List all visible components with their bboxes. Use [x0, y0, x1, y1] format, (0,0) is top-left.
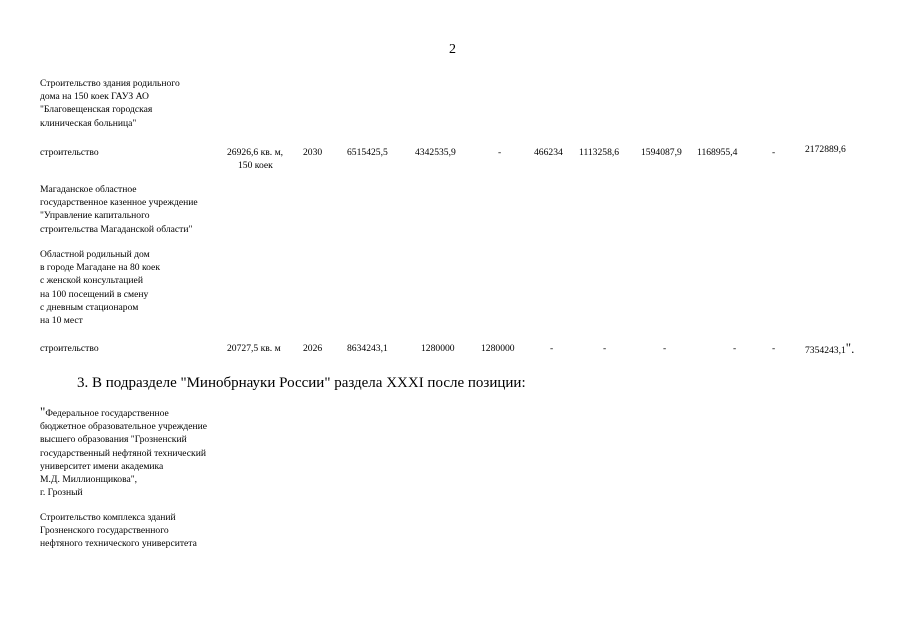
capacity-cell: 20727,5 кв. м	[227, 343, 281, 354]
text-line: "Управление капитального	[40, 210, 150, 222]
text-line: Строительство комплекса зданий	[40, 512, 176, 523]
value-cell: 4342535,9	[415, 147, 456, 158]
value-cell: -	[603, 343, 607, 354]
total-cell: 6515425,5	[347, 147, 388, 158]
text-line: Областной родильный дом	[40, 249, 150, 260]
value-cell: -	[733, 343, 737, 354]
text-line: государственный нефтяной технический	[40, 447, 206, 459]
text-line: с дневным стационаром	[40, 301, 139, 313]
text-line: М.Д. Миллионщикова",	[40, 474, 138, 486]
closing-dot: .	[851, 341, 855, 356]
page-number: 2	[449, 42, 456, 57]
text-line	[40, 405, 207, 420]
value-cell: 1113258,6	[579, 147, 620, 158]
closing-quote: "	[845, 340, 852, 355]
total-cell: 8634243,1	[347, 343, 388, 354]
year-cell: 2026	[303, 343, 323, 354]
capacity-line-2: 150 коек	[238, 160, 273, 171]
customer-description-3	[40, 405, 207, 499]
value-cell: -	[772, 147, 776, 158]
text-line: государственное казенное учреждение	[40, 197, 198, 209]
work-type: строительство	[40, 343, 99, 354]
text-line: клиническая больница"	[40, 117, 137, 129]
line-text: Федеральное государственное	[45, 408, 169, 419]
text-line: Грозненского государственного	[40, 525, 169, 537]
year-cell: 2030	[303, 147, 323, 158]
value-cell: -	[772, 343, 776, 354]
value-cell: 466234	[534, 147, 563, 158]
text-line: высшего образования "Грозненский	[40, 434, 187, 446]
section-heading: 3. В подразделе "Минобрнауки России" раздела XXXI после позиции:	[77, 375, 526, 391]
value-cell: 2172889,6	[805, 144, 846, 155]
text-line: бюджетное образовательное учреждение	[40, 421, 208, 433]
text-line: строительства Магаданской области"	[40, 223, 193, 235]
text-line: университет имени академика	[40, 460, 164, 472]
value-cell: 1280000	[481, 343, 515, 354]
text-line: "Благовещенская городская	[40, 104, 153, 116]
customer-description-2	[40, 183, 198, 236]
text-line: на 100 посещений в смену	[40, 288, 149, 300]
value-text: 7354243,1	[805, 345, 846, 356]
capacity-line-1: 26926,6 кв. м,	[227, 147, 284, 158]
text-line: Магаданское областное	[40, 184, 137, 195]
object-description-3	[40, 511, 197, 551]
value-cell: -	[663, 343, 667, 354]
value-cell: 1280000	[421, 343, 455, 354]
text-line: г. Грозный	[40, 487, 83, 499]
text-line: на 10 мест	[40, 315, 83, 327]
text-line: в городе Магадане на 80 коек	[40, 262, 160, 274]
text-line: Строительство здания родильного	[40, 78, 180, 89]
object-description-2	[40, 248, 160, 327]
text-line: дома на 150 коек ГАУЗ АО	[40, 91, 149, 103]
object-description-1	[40, 77, 180, 130]
value-cell: -	[550, 343, 554, 354]
value-cell: 1168955,4	[697, 147, 738, 158]
value-cell: 1594087,9	[641, 147, 682, 158]
value-cell: -	[498, 147, 502, 158]
work-type: строительство	[40, 147, 99, 158]
text-line: с женской консультацией	[40, 275, 143, 287]
value-cell	[805, 342, 854, 357]
open-quote: "	[40, 404, 46, 419]
text-line: нефтяного технического университета	[40, 538, 197, 550]
